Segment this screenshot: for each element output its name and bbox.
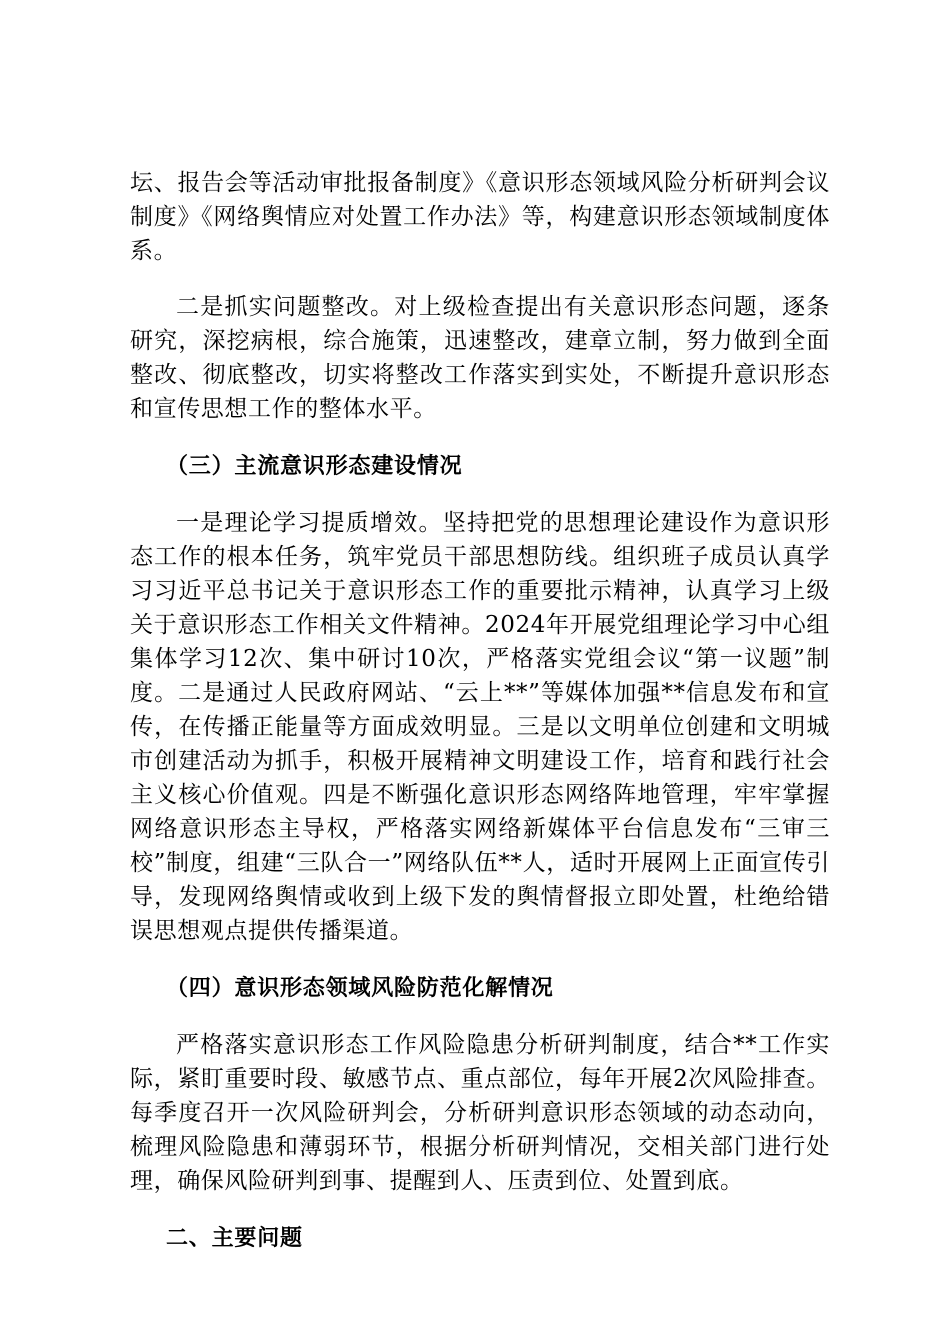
paragraph-risk-analysis: 严格落实意识形态工作风险隐患分析研判制度，结合**工作实际，紧盯重要时段、敏感节点、重点部位，每年开展2次风险排查。每季度召开一次风险研判会，分析研判意识形态领域的动态动向，梳理风险隐患和薄弱环节，根据分析研判情况，交相关部门进行处理，确保风险研判到事、提醒到人、压责到位、处置到底。	[130, 1032, 830, 1194]
paragraph-system-construction: 坛、报告会等活动审批报备制度》《意识形态领域风险分析研判会议制度》《网络舆情应对处置工作办法》等，构建意识形态领域制度体系。	[130, 170, 830, 264]
document-body	[130, 166, 830, 1256]
paragraph-theory-study: 一是理论学习提质增效。坚持把党的思想理论建设作为意识形态工作的根本任务，筑牢党员干部思想防线。组织班子成员认真学习习近平总书记关于意识形态工作的重要批示精神，认真学习上级关于意识形态工作相关文件精神。2024年开展党组理论学习中心组集体学习12次、集中研讨10次，严格落实党组会议“第一议题”制度。二是通过人民政府网站、“云上**”等媒体加强**信息发布和宣传，在传播正能量等方面成效明显。三是以文明单位创建和文明城市创建活动为抓手，积极开展精神文明建设工作，培育和践行社会主义核心价值观。四是不断强化意识形态网络阵地管理，牢牢掌握网络意识形态主导权，严格落实网络新媒体平台信息发布“三审三校”制度，组建“三队合一”网络队伍**人，适时开展网上正面宣传引导，发现网络舆情或收到上级下发的舆情督报立即处置，杜绝给错误思想观点提供传播渠道。	[130, 510, 830, 944]
paragraph-problem-rectification: 二是抓实问题整改。对上级检查提出有关意识形态问题，逐条研究，深挖病根，综合施策，迅速整改，建章立制，努力做到全面整改、彻底整改，切实将整改工作落实到实处，不断提升意识形态和宣传思想工作的整体水平。	[130, 294, 830, 422]
heading-main-problems: 二、主要问题	[166, 1226, 303, 1251]
heading-mainstream-ideology: （三）主流意识形态建设情况	[166, 454, 463, 479]
heading-risk-prevention: （四）意识形态领域风险防范化解情况	[166, 976, 554, 1001]
